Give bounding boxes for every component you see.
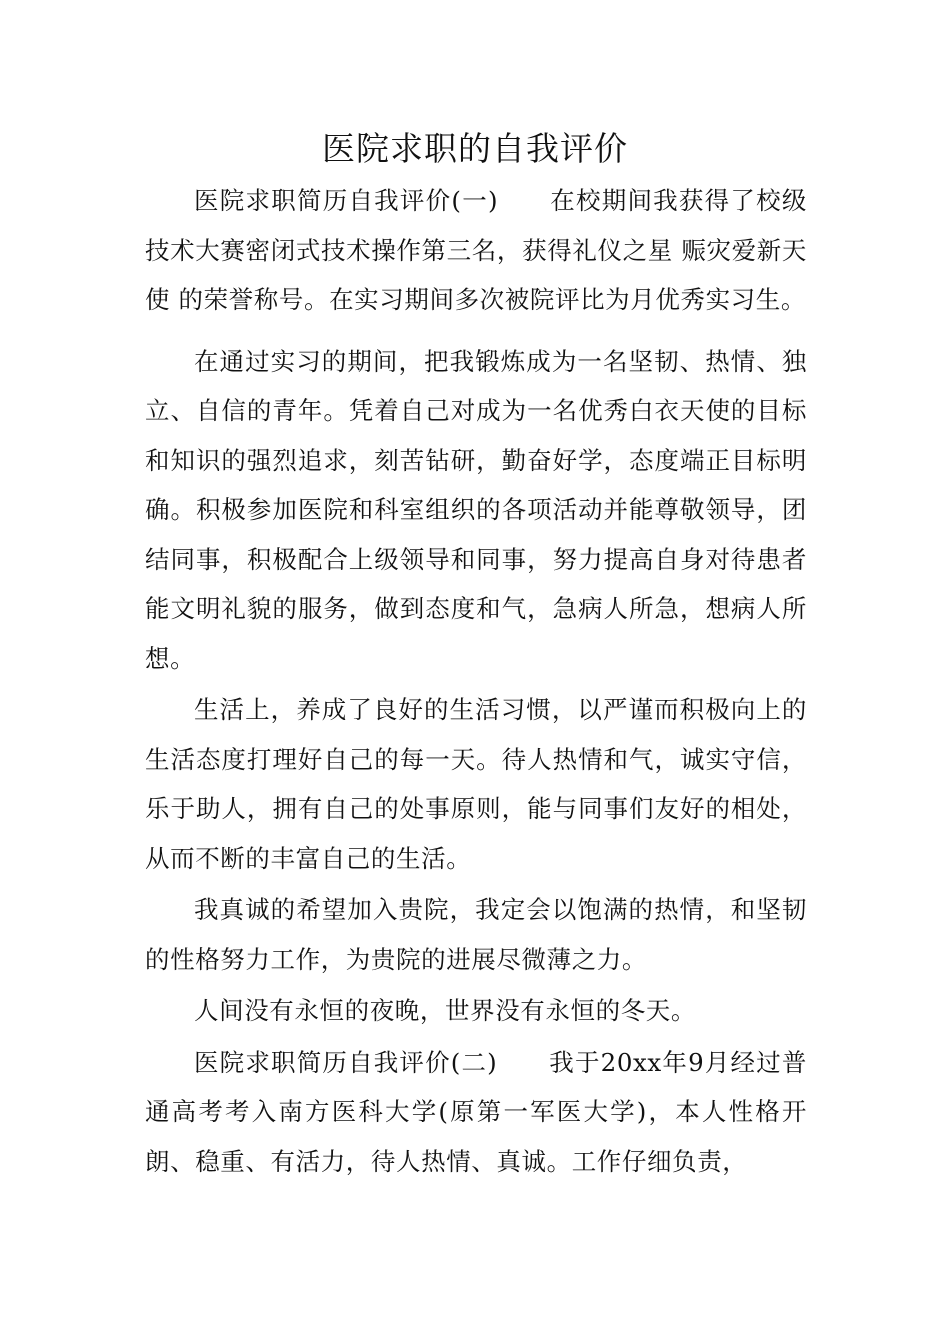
paragraph-4: 我真诚的希望加入贵院，我定会以饱满的热情，和坚韧的性格努力工作，为贵院的进展尽微薄之力。 [145, 895, 807, 974]
paragraph-3: 生活上，养成了良好的生活习惯，以严谨而积极向上的生活态度打理好自己的每一天。待人热情和气，诚实守信，乐于助人，拥有自己的处事原则，能与同事们友好的相处，从而不断的丰富自己的生活。 [145, 695, 807, 873]
paragraph-5: 人间没有永恒的夜晚，世界没有永恒的冬天。 [194, 996, 696, 1025]
paragraph-6: 医院求职简历自我评价(二) 我于20xx年9月经过普通高考考入南方医科大学(原第一军医大学)，本人性格开朗、稳重、有活力，待人热情、真诚。工作仔细负责， [145, 1047, 807, 1176]
document-title: 医院求职的自我评价 [322, 129, 628, 168]
document-body [145, 176, 807, 1186]
paragraph-2: 在通过实习的期间，把我锻炼成为一名坚韧、热情、独立、自信的青年。凭着自己对成为一名优秀白衣天使的目标和知识的强烈追求，刻苦钻研，勤奋好学，态度端正目标明确。积极参加医院和科室组织的各项活动并能尊敬领导，团结同事，积极配合上级领导和同事，努力提高自身对待患者能文明礼貌的服务，做到态度和气，急病人所急，想病人所想。 [145, 346, 807, 673]
paragraph-1: 医院求职简历自我评价(一) 在校期间我获得了校级技术大赛密闭式技术操作第三名，获得礼仪之星 赈灾爱新天使 的荣誉称号。在实习期间多次被院评比为月优秀实习生。 [145, 186, 807, 314]
